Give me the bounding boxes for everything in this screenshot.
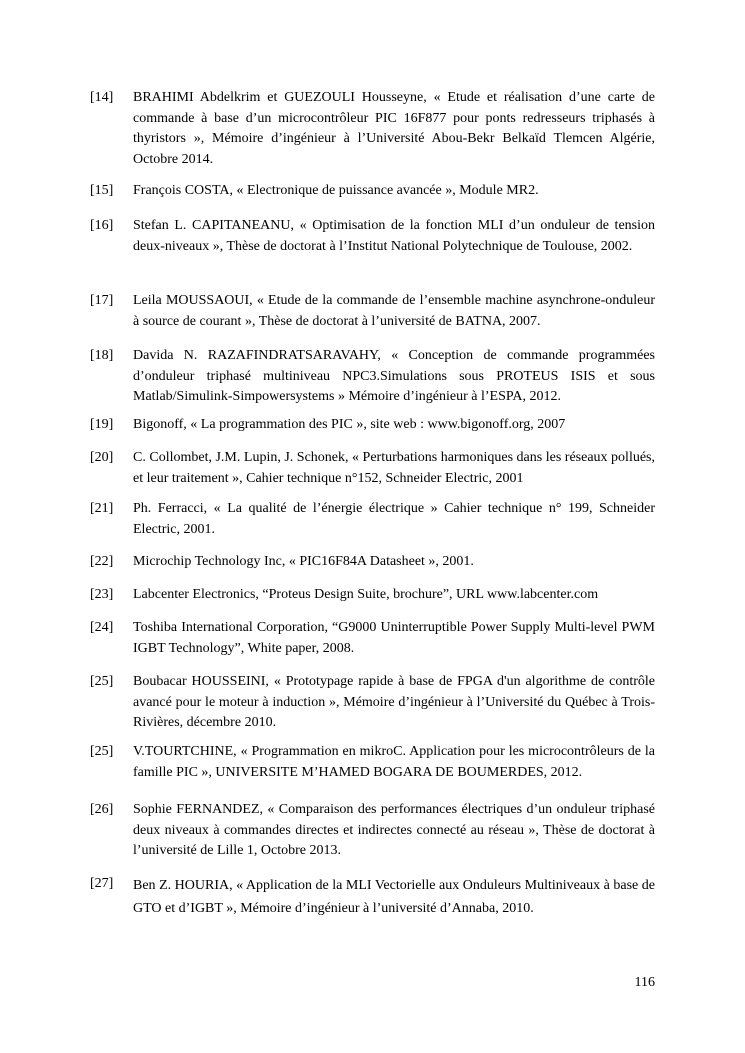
reference-number: [25] (90, 674, 114, 689)
reference-number: [15] (90, 183, 114, 198)
reference-number: [14] (90, 90, 114, 105)
reference-text: Boubacar HOUSSEINI, « Prototypage rapide à base de FPGA d'un algorithme de contrôle avancé pour le moteur à induction », Mémoire d’ingénieur à l’Université du Québec à Trois-Rivières, décembre 2010. (133, 674, 655, 730)
reference-number: [17] (90, 293, 114, 308)
reference-number: [27] (90, 876, 114, 891)
reference-text: Sophie FERNANDEZ, « Comparaison des performances électriques d’un onduleur triphasé deux niveaux à commandes directes et indirectes connecté au réseau », Thèse de doctorat à l’université de Lille 1, Octobre 2013. (133, 802, 655, 858)
reference-number: [22] (90, 554, 114, 569)
reference-text: Toshiba International Corporation, “G9000 Uninterruptible Power Supply Multi-level PWM IGBT Technology”, White paper, 2008. (133, 620, 655, 656)
reference-text: Labcenter Electronics, “Proteus Design Suite, brochure”, URL www.labcenter.com (133, 587, 599, 602)
reference-text: V.TOURTCHINE, « Programmation en mikroC. Application pour les microcontrôleurs de la famille PIC », UNIVERSITE M’HAMED BOGARA DE BOUMERDES, 2012. (133, 744, 655, 780)
reference-text: Davida N. RAZAFINDRATSARAVAHY, « Conception de commande programmées d’onduleur triphasé multiniveau NPC3.Simulations sous PROTEUS ISIS et sous Matlab/Simulink-Simpowersystems » Mémoire d’ingénieur à l’ESPA, 2012. (133, 348, 655, 404)
reference-text: C. Collombet, J.M. Lupin, J. Schonek, « Perturbations harmoniques dans les réseaux pollués, et leur traitement », Cahier technique n°152, Schneider Electric, 2001 (133, 450, 655, 486)
reference-number: [24] (90, 620, 114, 635)
reference-text: Ben Z. HOURIA, « Application de la MLI Vectorielle aux Onduleurs Multiniveaux à base de GTO et d’IGBT », Mémoire d’ingénieur à l’université d’Annaba, 2010. (133, 878, 655, 916)
page-number: 116 (634, 975, 655, 990)
reference-text: BRAHIMI Abdelkrim et GUEZOULI Housseyne, « Etude et réalisation d’une carte de commande à base d’un microcontrôleur PIC 16F877 pour ponts redresseurs triphasés à thyristors », Mémoire d’ingénieur à l’Université Abou-Bekr Belkaïd Tlemcen Algérie, Octobre 2014. (133, 90, 655, 167)
reference-number: [20] (90, 450, 114, 465)
reference-number: [18] (90, 348, 114, 363)
reference-text: Bigonoff, « La programmation des PIC », site web : www.bigonoff.org, 2007 (133, 417, 566, 432)
reference-number: [21] (90, 501, 114, 516)
reference-number: [25] (90, 744, 114, 759)
reference-text: Microchip Technology Inc, « PIC16F84A Datasheet », 2001. (133, 554, 474, 569)
reference-number: [19] (90, 417, 114, 432)
reference-number: [26] (90, 802, 114, 817)
reference-text: Leila MOUSSAOUI, « Etude de la commande de l’ensemble machine asynchrone-onduleur à source de courant », Thèse de doctorat à l’université de BATNA, 2007. (133, 293, 655, 329)
reference-number: [23] (90, 587, 114, 602)
reference-text: François COSTA, « Electronique de puissance avancée », Module MR2. (133, 183, 539, 198)
reference-text: Stefan L. CAPITANEANU, « Optimisation de la fonction MLI d’un onduleur de tension deux-niveaux », Thèse de doctorat à l’Institut National Polytechnique de Toulouse, 2002. (133, 218, 655, 254)
reference-number: [16] (90, 218, 114, 233)
reference-text: Ph. Ferracci, « La qualité de l’énergie électrique » Cahier technique n° 199, Schneider Electric, 2001. (133, 501, 655, 537)
